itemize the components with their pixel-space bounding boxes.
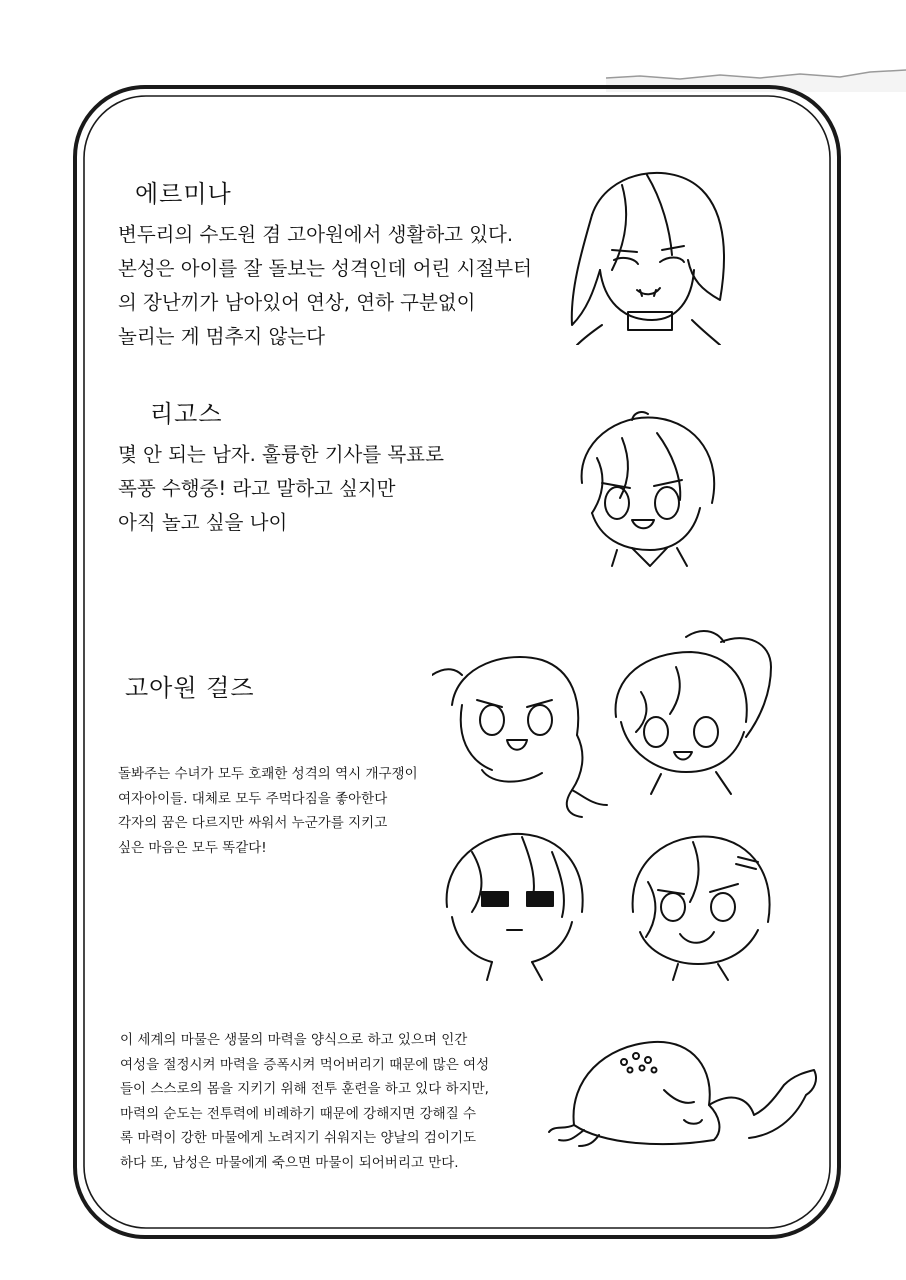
girl-portrait-4 [618, 822, 788, 982]
monsters-description: 이 세계의 마물은 생물의 마력을 양식으로 하고 있으며 인간 여성을 절정시켜 마력을 증폭시켜 먹어버리기 때문에 많은 여성 들이 스스로의 몸을 지키기 위해 전투 훈련을 하고 있다 하지만, 마력의 순도는 전투력에 비례하기 때문에 강해지면 강해질 수 록 마력이 강한 마물에게 노려지기 쉬워지는 양날의 검이기도 하다 또, 남성은 마물에게 죽으면 마물이 되어버리고 만다. [120, 1032, 490, 1171]
orphanage-girls-heading: 고아원 걸즈 [125, 674, 255, 702]
torn-paper-edge [0, 0, 906, 92]
ermina-description: 변두리의 수도원 겸 고아원에서 생활하고 있다. 본성은 아이를 잘 돌보는 성격인데 어린 시절부터 의 장난끼가 남아있어 연상, 연하 구분없이 놀리는 게 멈추지 않는다 [118, 223, 532, 348]
girl-portrait-1 [432, 645, 612, 820]
monster-slug-illustration [544, 1030, 829, 1150]
orphanage-girls-description: 돌봐주는 수녀가 모두 호쾌한 성격의 역시 개구쟁이 여자아이들. 대체로 모두 주먹다짐을 좋아한다 각자의 꿈은 다르지만 싸워서 누군가를 지키고 싶은 마음은 모두 똑같다! [118, 766, 418, 856]
girl-portrait-2 [606, 622, 791, 797]
ricos-heading: 리고스 [150, 400, 223, 428]
ricos-description: 몇 안 되는 남자. 훌륭한 기사를 목표로 폭풍 수행중! 라고 말하고 싶지만 아직 놀고 싶을 나이 [118, 443, 444, 534]
ermina-portrait [552, 160, 742, 345]
girl-portrait-3 [432, 822, 602, 982]
ricos-portrait [562, 408, 727, 568]
ermina-heading: 에르미나 [135, 180, 232, 208]
